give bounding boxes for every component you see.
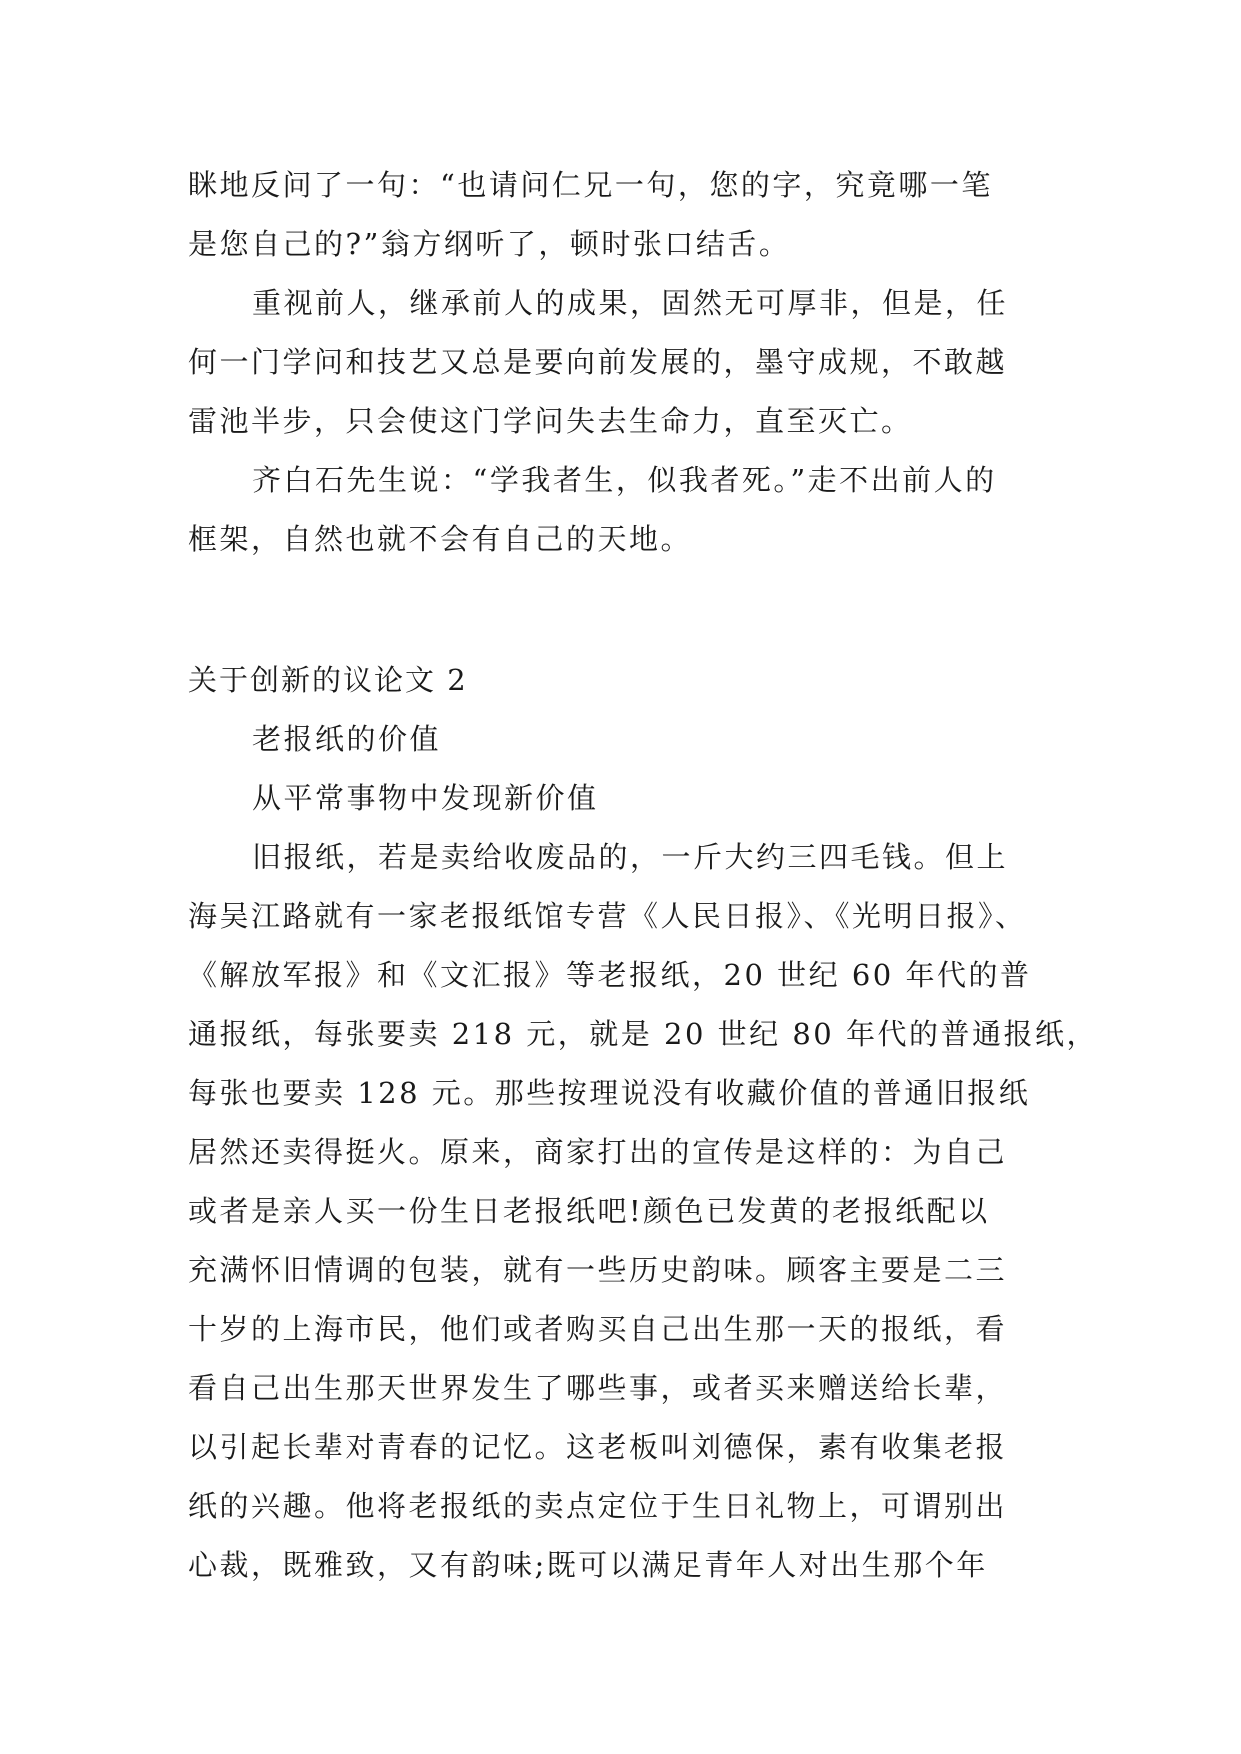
text-line: 充满怀旧情调的包装，就有一些历史韵味。顾客主要是二三: [188, 1253, 1008, 1287]
paragraph-start: 重视前人，继承前人的成果，固然无可厚非，但是，任: [252, 286, 1009, 320]
section-heading: 关于创新的议论文 2: [188, 663, 468, 697]
text-line: 海吴江路就有一家老报纸馆专营《人民日报》、《光明日报》、: [188, 899, 1027, 933]
article-title: 老报纸的价值: [252, 722, 442, 756]
text-line: 雷池半步，只会使这门学问失去生命力，直至灭亡。: [188, 404, 913, 438]
text-line: 看自己出生那天世界发生了哪些事，或者买来赠送给长辈，: [188, 1371, 1008, 1405]
article-subtitle: 从平常事物中发现新价值: [252, 781, 599, 815]
text-line: 《解放军报》和《文汇报》等老报纸，20 世纪 60 年代的普: [188, 958, 1032, 992]
text-line: 以引起长辈对青春的记忆。这老板叫刘德保，素有收集老报: [188, 1430, 1008, 1464]
text-line: 居然还卖得挺火。原来，商家打出的宣传是这样的：为自己: [188, 1135, 1008, 1169]
text-line: 或者是亲人买一份生日老报纸吧!颜色已发黄的老报纸配以: [188, 1194, 990, 1228]
text-line: 何一门学问和技艺又总是要向前发展的，墨守成规，不敢越: [188, 345, 1008, 379]
text-line: 是您自己的?”翁方纲听了，顿时张口结舌。: [188, 227, 791, 261]
paragraph-start: 齐白石先生说：“学我者生，似我者死。”走不出前人的: [252, 463, 997, 497]
document-body: [188, 156, 1188, 1595]
paragraph-start: 旧报纸，若是卖给收废品的，一斤大约三四毛钱。但上: [252, 840, 1009, 874]
section-spacer: [188, 569, 1188, 651]
text-line: 框架，自然也就不会有自己的天地。: [188, 522, 693, 556]
text-line: 每张也要卖 128 元。那些按理说没有收藏价值的普通旧报纸: [188, 1076, 1031, 1110]
text-line: 心裁，既雅致，又有韵味;既可以满足青年人对出生那个年: [188, 1548, 988, 1582]
text-line: 纸的兴趣。他将老报纸的卖点定位于生日礼物上，可谓别出: [188, 1489, 1008, 1523]
text-line: 通报纸，每张要卖 218 元，就是 20 世纪 80 年代的普通报纸，: [188, 1017, 1098, 1051]
text-line: 十岁的上海市民，他们或者购买自己出生那一天的报纸，看: [188, 1312, 1008, 1346]
text-line: 眯地反问了一句：“也请问仁兄一句，您的字，究竟哪一笔: [188, 168, 993, 202]
